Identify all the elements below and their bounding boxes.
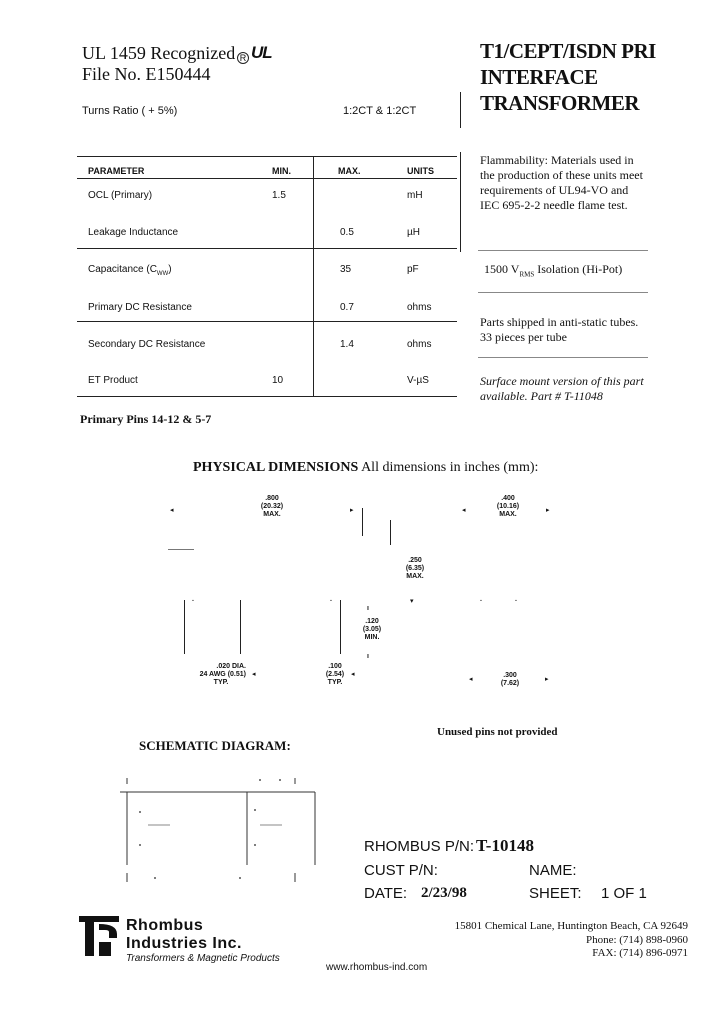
dim-length-value: .800 bbox=[265, 495, 279, 502]
table-row-max: 35 bbox=[340, 264, 352, 275]
dim-height bbox=[399, 557, 431, 581]
company-website-link[interactable]: www.rhombus-ind.com bbox=[326, 962, 428, 973]
col-header-parameter: PARAMETER bbox=[88, 166, 145, 176]
dim-length-qual: MAX. bbox=[263, 511, 281, 518]
tick-mark: · bbox=[515, 598, 518, 605]
primary-pins-note: Primary Pins 14-12 & 5-7 bbox=[80, 412, 212, 426]
table-row-max: 0.7 bbox=[340, 302, 354, 313]
table-row-min: 10 bbox=[272, 375, 284, 386]
table-row-param: Primary DC Resistance bbox=[88, 302, 192, 313]
table-header-rule bbox=[77, 178, 457, 179]
dim-pitch-value: .100 bbox=[328, 663, 342, 670]
company-name-line-2: Industries Inc. bbox=[126, 935, 242, 952]
notes-rule bbox=[478, 292, 648, 293]
table-column-rule bbox=[313, 156, 314, 396]
dim-height-value: .250 bbox=[408, 557, 422, 564]
company-phone: Phone: (714) 898-0960 bbox=[585, 934, 688, 946]
dim-width bbox=[490, 495, 526, 519]
table-row-units: µH bbox=[407, 227, 420, 238]
table-row-units: V-µS bbox=[407, 375, 429, 386]
pin-lead bbox=[240, 600, 241, 654]
pin-lead bbox=[340, 600, 341, 654]
arrow-up-icon: ı bbox=[367, 605, 369, 612]
rhombus-pn-label: RHOMBUS P/N: bbox=[364, 838, 475, 855]
ul-recognized-line: UL 1459 Recognized bbox=[82, 43, 236, 63]
tick-mark: · bbox=[480, 598, 483, 605]
date-label: DATE: bbox=[364, 885, 408, 902]
dim-dashes bbox=[168, 549, 194, 550]
rhombus-logo-icon bbox=[79, 916, 121, 956]
dim-pitch-mm: (2.54) bbox=[325, 671, 345, 678]
col-header-min: MIN. bbox=[272, 166, 291, 176]
dim-pin-dia-value: .020 DIA. bbox=[216, 663, 246, 670]
table-row-max: 1.4 bbox=[340, 339, 354, 350]
dim-pin-dia-qual: TYP. bbox=[213, 679, 229, 686]
table-row-param bbox=[88, 264, 172, 277]
physical-heading-bold: PHYSICAL DIMENSIONS bbox=[193, 460, 359, 475]
table-row-units: ohms bbox=[407, 302, 432, 313]
arrow-left-icon: ◂ bbox=[462, 507, 466, 514]
company-address: 15801 Chemical Lane, Huntington Beach, CA 92649 bbox=[454, 920, 688, 932]
dim-pitch-qual: TYP. bbox=[327, 679, 343, 686]
table-row-units: mH bbox=[407, 190, 423, 201]
dim-height-mm: (6.35) bbox=[405, 565, 425, 572]
dim-length-mm: (20.32) bbox=[260, 503, 284, 510]
rhombus-pn-value: T-10148 bbox=[476, 836, 534, 855]
company-name-line-1: Rhombus bbox=[126, 917, 204, 934]
cust-pn-label: CUST P/N: bbox=[364, 862, 438, 879]
isolation-subscript: RMS bbox=[519, 270, 535, 279]
physical-dimensions-heading bbox=[193, 460, 538, 476]
sheet-label: SHEET: bbox=[529, 885, 582, 902]
table-row-param: Secondary DC Resistance bbox=[88, 339, 206, 350]
arrow-down-icon: ı bbox=[367, 653, 369, 660]
capacitance-subscript: WW bbox=[156, 271, 169, 277]
table-row-param: OCL (Primary) bbox=[88, 190, 153, 201]
isolation-voltage: 1500 V bbox=[484, 262, 520, 276]
company-tagline: Transformers & Magnetic Products bbox=[126, 953, 280, 964]
table-row-min: 1.5 bbox=[272, 190, 286, 201]
dim-extension-line bbox=[362, 508, 363, 536]
dim-lead-mm: (3.05) bbox=[362, 626, 382, 633]
ul-file-number: File No. E150444 bbox=[82, 64, 211, 84]
arrow-left-icon: ◂ bbox=[469, 676, 473, 683]
dim-width-mm: (10.16) bbox=[496, 503, 520, 510]
dim-height-qual: MAX. bbox=[406, 573, 424, 580]
table-row-param: Leakage Inductance bbox=[88, 227, 179, 238]
dim-lead-length bbox=[356, 618, 388, 642]
tick-mark: · bbox=[192, 598, 195, 605]
table-bottom-rule bbox=[77, 396, 457, 397]
arrow-right-icon: ▸ bbox=[546, 507, 550, 514]
dim-length bbox=[254, 495, 290, 519]
dim-row-value: .300 bbox=[503, 672, 517, 679]
isolation-text: Isolation (Hi-Pot) bbox=[534, 262, 623, 276]
pin-lead bbox=[184, 600, 185, 654]
flammability-note: Flammability: Materials used in the production of these units meet requirements of UL94-VO and IEC 695-2-2 needle flame test. bbox=[480, 153, 643, 212]
schematic-heading: SCHEMATIC DIAGRAM: bbox=[139, 738, 291, 753]
col-header-units: UNITS bbox=[407, 166, 434, 176]
product-title-line-2: INTERFACE bbox=[480, 65, 598, 89]
dim-row-mm: (7.62) bbox=[500, 680, 520, 687]
sheet-value: 1 OF 1 bbox=[601, 885, 647, 902]
arrow-left-icon: ◂ bbox=[351, 671, 355, 678]
date-value: 2/23/98 bbox=[421, 885, 467, 901]
table-row-units: ohms bbox=[407, 339, 432, 350]
turns-ratio-label: Turns Ratio ( + 5%) bbox=[82, 105, 178, 117]
arrow-right-icon: ▸ bbox=[545, 676, 549, 683]
company-fax: FAX: (714) 896-0971 bbox=[592, 947, 688, 959]
physical-heading-sub: All dimensions in inches (mm): bbox=[361, 460, 539, 475]
table-top-rule bbox=[77, 156, 457, 157]
isolation-note bbox=[484, 262, 622, 278]
dim-row-spacing bbox=[492, 672, 528, 688]
table-row-max: 0.5 bbox=[340, 227, 354, 238]
notes-rule bbox=[478, 357, 648, 358]
ul-logo bbox=[251, 42, 279, 64]
dim-lead-value: .120 bbox=[365, 618, 379, 625]
header-divider bbox=[460, 92, 461, 128]
name-label: NAME: bbox=[529, 862, 577, 879]
notes-divider bbox=[460, 152, 461, 252]
schematic-diagram bbox=[110, 770, 330, 890]
product-title-line-1: T1/CEPT/ISDN PRI bbox=[480, 39, 656, 63]
capacitance-label: Capacitance (C bbox=[88, 264, 157, 275]
capacitance-close: ) bbox=[168, 264, 172, 275]
tick-mark: · bbox=[330, 598, 333, 605]
col-header-max: MAX. bbox=[338, 166, 361, 176]
packaging-note: Parts shipped in anti-static tubes. 33 pieces per tube bbox=[480, 315, 639, 344]
unused-pins-note: Unused pins not provided bbox=[437, 726, 558, 738]
turns-ratio-value: 1:2CT & 1:2CT bbox=[343, 105, 417, 117]
arrow-down-icon: ▾ bbox=[410, 598, 414, 605]
registered-mark: R bbox=[237, 52, 249, 64]
dim-width-value: .400 bbox=[501, 495, 515, 502]
dim-pin-diameter bbox=[166, 663, 246, 687]
arrow-left-icon: ◂ bbox=[170, 507, 174, 514]
ul-logo-text: UL bbox=[251, 43, 272, 62]
dim-pin-dia-awg: 24 AWG (0.51) bbox=[199, 671, 246, 678]
notes-rule bbox=[478, 250, 648, 251]
smt-version-note: Surface mount version of this part available. Part # T-11048 bbox=[480, 374, 644, 403]
table-row-rule bbox=[77, 248, 457, 249]
dim-width-qual: MAX. bbox=[499, 511, 517, 518]
table-row-units: pF bbox=[407, 264, 419, 275]
arrow-left-icon: ◂ bbox=[252, 671, 256, 678]
product-title-line-3: TRANSFORMER bbox=[480, 91, 640, 115]
table-row-rule bbox=[77, 321, 457, 322]
table-row-param: ET Product bbox=[88, 375, 138, 386]
arrow-right-icon: ▸ bbox=[350, 507, 354, 514]
dim-lead-qual: MIN. bbox=[364, 634, 380, 641]
dim-extension-line bbox=[390, 520, 391, 545]
